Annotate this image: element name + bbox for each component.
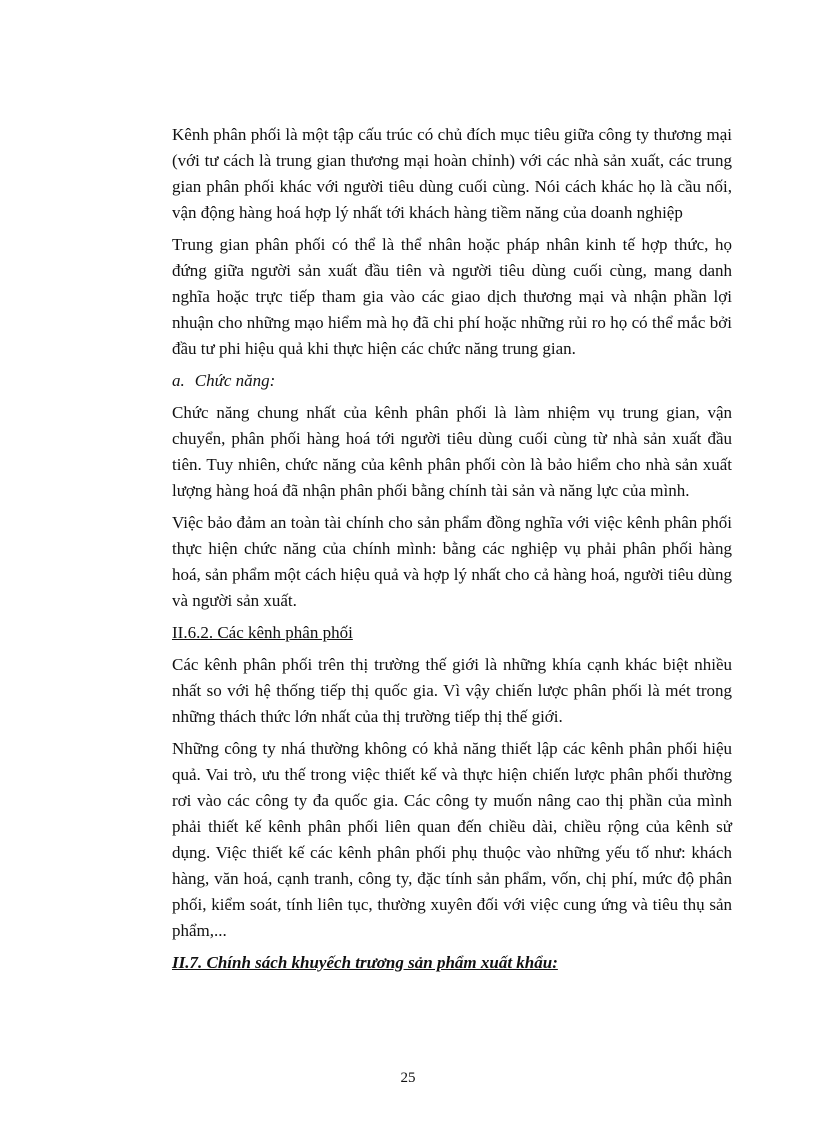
paragraph-world-market-channels: Các kênh phân phối trên thị trường thế giới là những khía cạnh khác biệt nhiều nhất so với hệ thống tiếp thị quốc gia. Vì vậy chiến lược phân phối là mét trong những thách thức lớn nhất của thị trường tiếp thị thế giới.	[172, 655, 732, 726]
paragraph-channel-definition: Kênh phân phối là một tập cấu trúc có chủ đích mục tiêu giữa công ty thương mại (với tư cách là trung gian thương mại hoàn chỉnh) với các nhà sản xuất, các trung gian phân phối khác với người tiêu dùng cuối cùng. Nói cách khác họ là cầu nối, vận động hàng hoá hợp lý nhất tới khách hàng tiềm năng của doanh nghiệp	[172, 125, 732, 222]
paragraph-intermediary-definition: Trung gian phân phối có thể là thể nhân hoặc pháp nhân kinh tế hợp thức, họ đứng giữa người sản xuất đầu tiên và người tiêu dùng cuối cùng, mang danh nghĩa hoặc trực tiếp tham gia vào các giao dịch thương mại và nhận phần lợi nhuận cho những mạo hiểm mà họ đã chi phí hoặc những rủi ro họ có thể mắc bởi đầu tư phi hiệu quả khi thực hiện các chức năng trung gian.	[172, 235, 732, 358]
section-heading-distribution-channels: II.6.2. Các kênh phân phối	[172, 623, 353, 642]
subsection-heading-functions	[172, 368, 732, 394]
subsection-letter: a.	[172, 371, 185, 390]
section-heading-export-promotion: II.7. Chính sách khuyếch trương sản phẩm xuất khẩu:	[172, 953, 558, 972]
page-content	[172, 122, 732, 976]
paragraph-general-function: Chức năng chung nhất của kênh phân phối là làm nhiệm vụ trung gian, vận chuyển, phân phối hàng hoá tới người tiêu dùng cuối cùng từ nhà sản xuất đầu tiên. Tuy nhiên, chức năng của kênh phân phối còn là bảo hiểm cho nhà sản xuất lượng hàng hoá đã nhận phân phối bằng chính tài sản và năng lực của mình.	[172, 403, 732, 500]
subsection-title: Chức năng:	[194, 371, 276, 390]
page-number: 25	[400, 1070, 416, 1086]
paragraph-small-companies: Những công ty nhá thường không có khả năng thiết lập các kênh phân phối hiệu quả. Vai trò, ưu thế trong việc thiết kế và thực hiện chiến lược phân phối thường rơi vào các công ty đa quốc gia. Các công ty muốn nâng cao thị phần của mình phải thiết kế kênh phân phối liên quan đến chiều dài, chiều rộng của kênh sử dụng. Việc thiết kế các kênh phân phối phụ thuộc vào những yếu tố như: khách hàng, văn hoá, cạnh tranh, công ty, đặc tính sản phẩm, vốn, chị phí, mức độ phân phối, kiểm soát, tính liên tục, thường xuyên đối với việc cung ứng và tiêu thụ sản phẩm,...	[172, 739, 732, 940]
paragraph-financial-safety: Việc bảo đảm an toàn tài chính cho sản phẩm đồng nghĩa với việc kênh phân phối thực hiện chức năng của chính mình: bằng các nghiệp vụ phải phân phối hàng hoá, sản phẩm một cách hiệu quả và hợp lý nhất cho cả hàng hoá, người tiêu dùng và người sản xuất.	[172, 513, 732, 610]
